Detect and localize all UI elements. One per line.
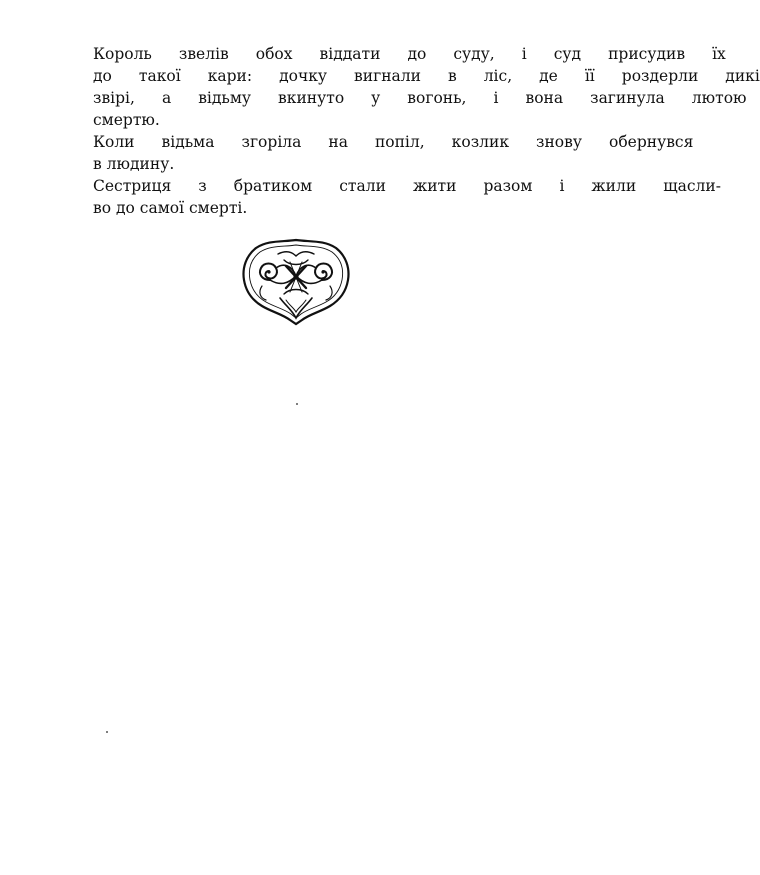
- text-line: в людину.: [93, 155, 175, 173]
- text-line: Король звелів обох віддати до суду, і суд присудив їх: [93, 45, 726, 63]
- decorative-vignette-icon: [240, 236, 352, 326]
- paragraph-2: [66, 131, 694, 175]
- story-text: [66, 43, 760, 219]
- text-line: звірі, а відьму вкинуто у вогонь, і вона загинула лютою: [93, 89, 747, 107]
- text-line: Коли відьма згоріла на попіл, козлик знову обернувся: [93, 133, 694, 151]
- text-line: до такої кари: дочку вигнали в ліс, де її роздерли дикі: [93, 67, 760, 85]
- scan-speck: [106, 731, 108, 733]
- text-line: Сестриця з братиком стали жити разом і жили щасли-: [93, 177, 721, 195]
- paragraph-3: [66, 175, 721, 219]
- text-line: смертю.: [93, 111, 160, 129]
- paragraph-1: [66, 43, 760, 131]
- scan-speck: [296, 403, 298, 405]
- text-line: во до самої смерті.: [93, 199, 248, 217]
